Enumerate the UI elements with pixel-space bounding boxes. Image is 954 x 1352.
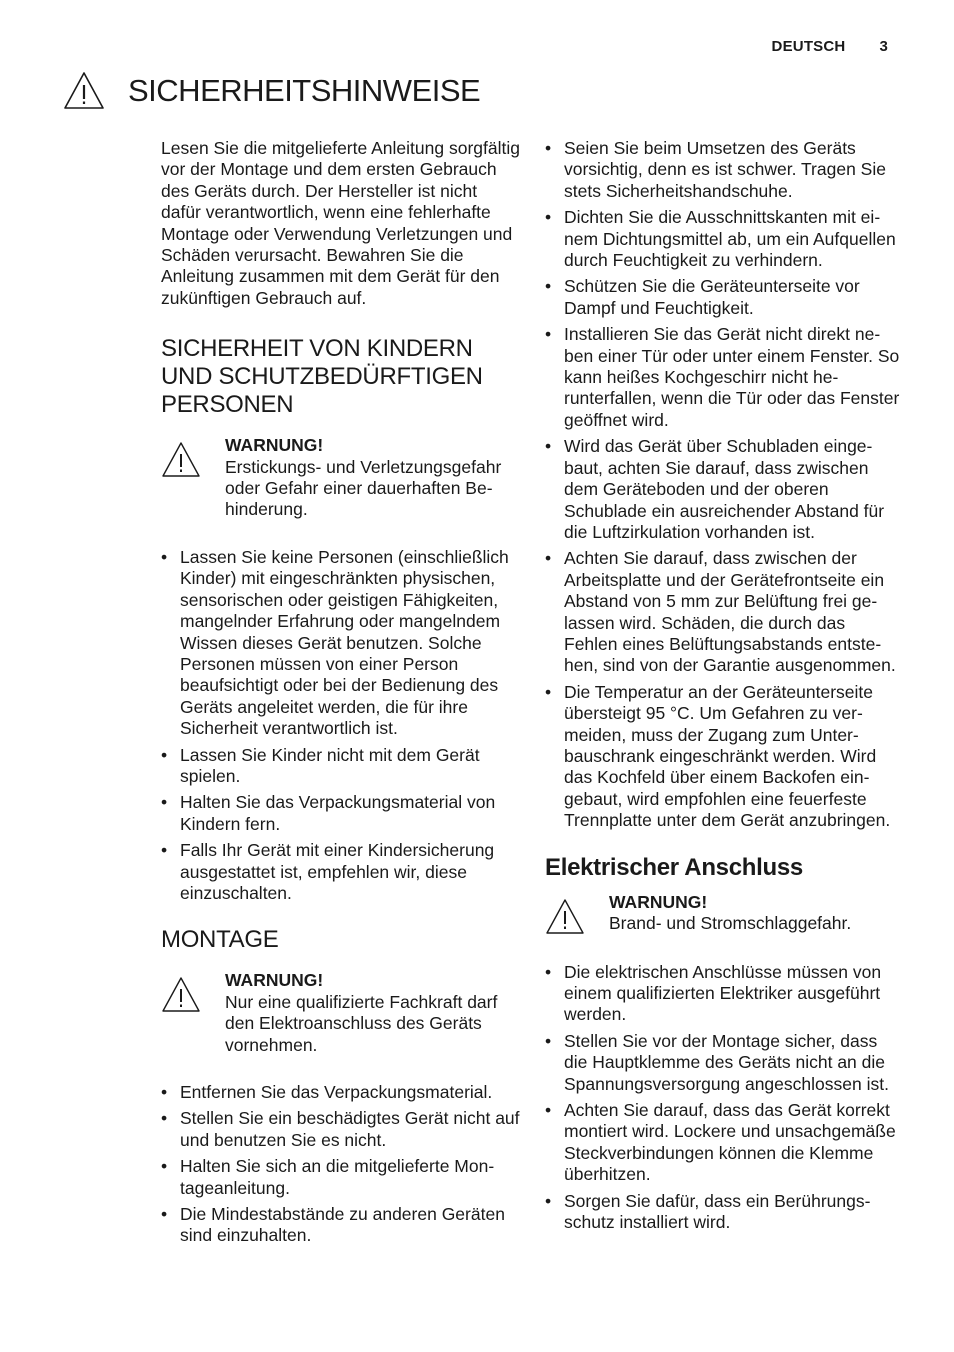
- warning-label: WARNUNG!: [609, 891, 708, 912]
- list-item: • Die Temperatur an der Geräteunterseite übersteigt 95 °C. Um Gefahren zu vermeiden, muss der Zugang zum Unterbauschrank eingeschränkt werden. Wird das Kochfeld über einem Backofen eingebaut, wird empfohlen eine feuerfeste Trennplatte unter dem Gerät anzubringen.: [545, 682, 900, 832]
- list-item: • Sorgen Sie dafür, dass ein Berührungsschutz installiert wird.: [545, 1191, 900, 1234]
- list-item: • Halten Sie das Verpackungsmaterial von Kindern fern.: [161, 792, 521, 835]
- warning-icon: [161, 976, 201, 1014]
- list-item: • Die elektrischen Anschlüsse müssen von einem qualifizierten Elektriker ausgeführt werden.: [545, 962, 900, 1026]
- page-title: SICHERHEITSHINWEISE: [128, 73, 481, 108]
- list-item: • Wird das Gerät über Schubladen eingebaut, achten Sie darauf, dass zwischen dem Geräteboden und der oberen Schublade ein ausreichender Abstand für die Luftzirkulation vorhanden ist.: [545, 436, 900, 543]
- kids-heading: SICHERHEIT VON KINDERN UND SCHUTZBEDÜRFTIGEN PERSONEN: [161, 335, 483, 419]
- list-item: • Installieren Sie das Gerät nicht direkt neben einer Tür oder unter einem Fenster. So kann heißes Kochgeschirr nicht herunterfallen, wenn die Tür oder das Fenster geöffnet wird.: [545, 324, 900, 431]
- montage-warning: [161, 970, 521, 1056]
- title-row: [62, 70, 480, 112]
- kids-list: [161, 547, 521, 905]
- list-item: • Dichten Sie die Ausschnittskanten mit einem Dichtungsmittel ab, um ein Aufquellen durch Feuchtigkeit zu verhindern.: [545, 207, 900, 271]
- montage-list-continued: [545, 138, 900, 832]
- language-label: DEUTSCH: [771, 38, 846, 55]
- list-item: • Entfernen Sie das Verpackungsmaterial.: [161, 1082, 521, 1103]
- warning-triangle-icon: [62, 70, 106, 112]
- page-header: [772, 38, 888, 55]
- list-item: • Lassen Sie keine Personen (einschließlich Kinder) mit eingeschränkten physischen, sensorischen oder geistigen Fähigkeiten, mangelnder Erfahrung oder mangelndem Wissen dieses Gerät benutzen. Solche Personen müssen von einer Person beaufsichtigt oder bei der Bedienung des Geräts angeleitet werden, die für ihre Sicherheit verantwortlich ist.: [161, 547, 521, 740]
- kids-warning: [161, 435, 521, 521]
- list-item: • Falls Ihr Gerät mit einer Kindersicherung ausgestattet ist, empfehlen wir, diese einzuschalten.: [161, 840, 521, 904]
- electric-warning: [545, 892, 900, 936]
- list-item: • Schützen Sie die Geräteunterseite vor Dampf und Feuchtigkeit.: [545, 276, 900, 319]
- montage-heading: MONTAGE: [161, 926, 279, 954]
- list-item: • Seien Sie beim Umsetzen des Geräts vorsichtig, denn es ist schwer. Tragen Sie stets Sicherheitshandschuhe.: [545, 138, 900, 202]
- montage-list: [161, 1082, 521, 1247]
- left-column: [161, 138, 521, 1252]
- warning-label: WARNUNG!: [225, 435, 324, 456]
- electric-heading: Elektrischer Anschluss: [545, 853, 803, 881]
- list-item: • Stellen Sie ein beschädigtes Gerät nicht auf und benutzen Sie es nicht.: [161, 1108, 521, 1151]
- list-item: • Die Mindestabstände zu anderen Geräten sind einzuhalten.: [161, 1204, 521, 1247]
- list-item: • Halten Sie sich an die mitgelieferte Montageanleitung.: [161, 1156, 521, 1199]
- electric-list: [545, 962, 900, 1234]
- warning-text: Brand- und Stromschlaggefahr.: [609, 913, 852, 933]
- list-item: • Stellen Sie vor der Montage sicher, dass die Hauptklemme des Geräts nicht an die Spannungsversorgung angeschlossen ist.: [545, 1031, 900, 1095]
- warning-text: Nur eine qualifizierte Fachkraft darf den Elektroanschluss des Geräts vornehmen.: [225, 991, 498, 1055]
- list-item: • Lassen Sie Kinder nicht mit dem Gerät spielen.: [161, 745, 521, 788]
- page-number: 3: [879, 38, 888, 55]
- warning-icon: [161, 441, 201, 479]
- warning-label: WARNUNG!: [225, 970, 324, 991]
- warning-icon: [545, 898, 585, 936]
- right-column: [545, 138, 900, 1238]
- list-item: • Achten Sie darauf, dass das Gerät korrekt montiert wird. Lockere und unsachgemäße Steckverbindungen können die Klemme überhitzen.: [545, 1100, 900, 1186]
- intro-paragraph: Lesen Sie die mitgelieferte Anleitung sorgfältig vor der Montage und dem ersten Gebrauch des Geräts durch. Der Hersteller ist nicht dafür verantwortlich, wenn eine fehlerhafte Montage oder Verwendung Verletzungen und Schäden verursacht. Bewahren Sie die Anleitung zusammen mit dem Gerät für den zukünftigen Gebrauch auf.: [161, 138, 520, 308]
- list-item: • Achten Sie darauf, dass zwischen der Arbeitsplatte und der Gerätefrontseite ein Abstand von 5 mm zur Belüftung frei gelassen wird. Schäden, die durch das Fehlen eines Belüftungsabstands entstehen, sind von der Garantie ausgenommen.: [545, 548, 900, 676]
- warning-text: Erstickungs- und Verletzungsgefahr oder Gefahr einer dauerhaften Behinderung.: [225, 456, 502, 520]
